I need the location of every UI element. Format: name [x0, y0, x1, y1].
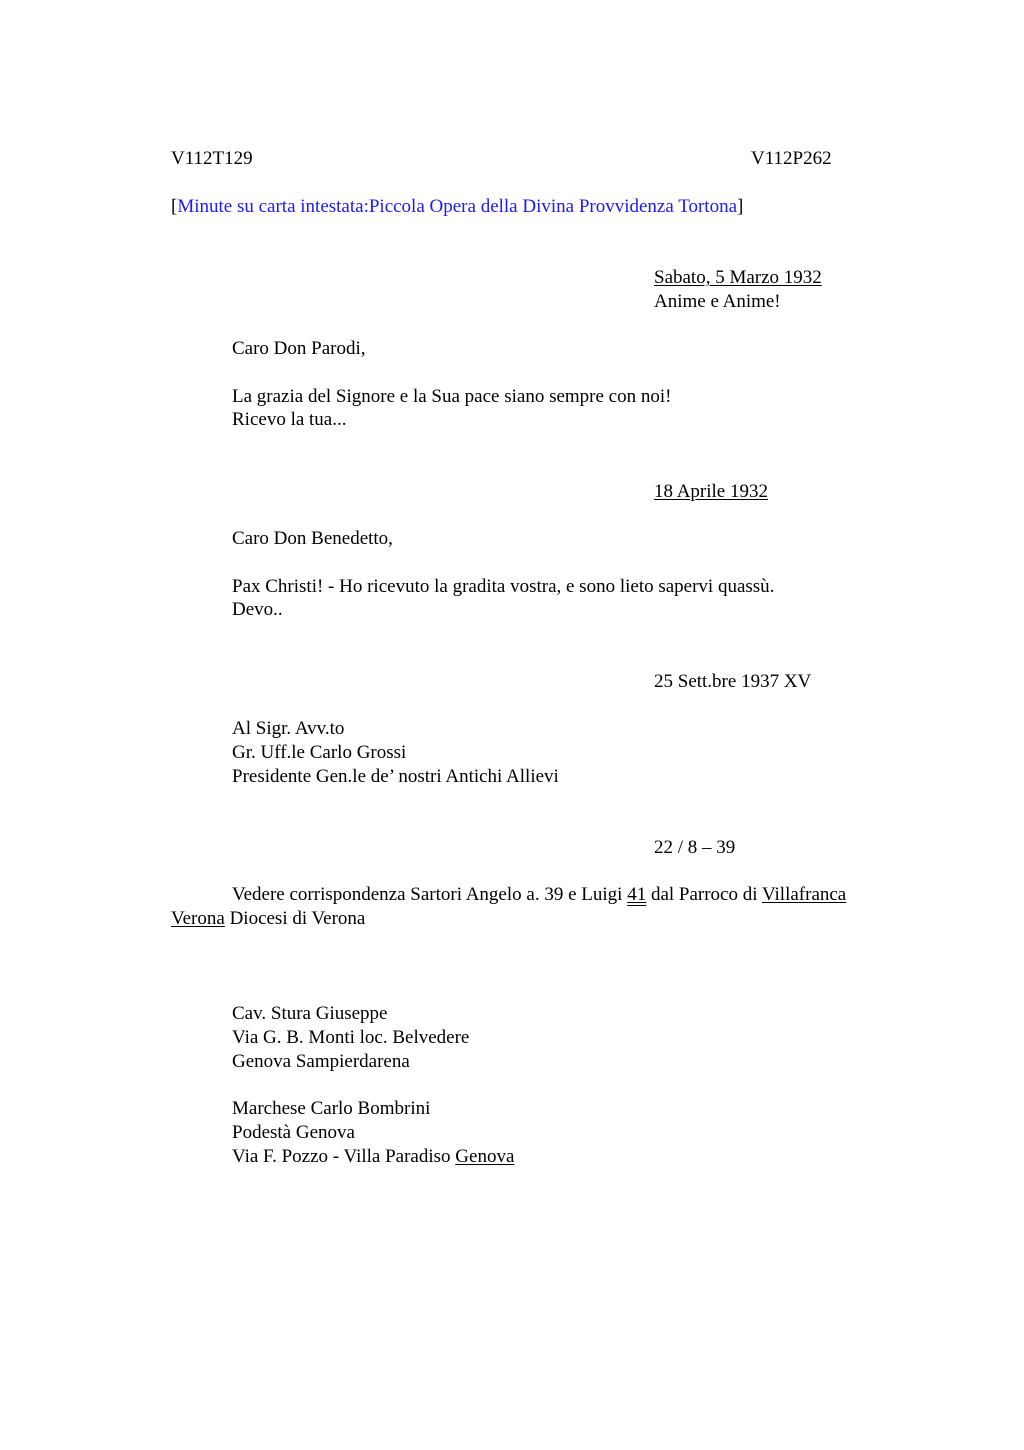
letter1-line1: La grazia del Signore e la Sua pace siano sempre con noi!	[232, 386, 672, 407]
address1-line2: Via G. B. Monti loc. Belvedere	[232, 1027, 470, 1048]
letter3-date: 25 Sett.bre 1937 XV	[654, 671, 812, 692]
address2-line3	[232, 1145, 514, 1169]
letter4-place-verona: Verona	[171, 908, 225, 929]
editorial-note	[171, 195, 743, 219]
address1-line1: Cav. Stura Giuseppe	[232, 1003, 388, 1024]
letter3-address-line3: Presidente Gen.le de’ nostri Antichi Allievi	[232, 766, 559, 787]
address2-line2: Podestà Genova	[232, 1122, 355, 1143]
letter3-address-line2: Gr. Uff.le Carlo Grossi	[232, 742, 407, 763]
letter4-text-c: dal Parroco di	[646, 884, 762, 905]
letter4-diocese: Diocesi di Verona	[224, 908, 366, 929]
letter4-date: 22 / 8 – 39	[654, 837, 736, 858]
address2-city: Genova	[455, 1146, 515, 1167]
address2-line1: Marchese Carlo Bombrini	[232, 1098, 431, 1119]
header-right-code: V112P262	[751, 148, 832, 169]
letter1-date: Sabato, 5 Marzo 1932	[654, 267, 822, 288]
address2-street: Via F. Pozzo - Villa Paradiso	[232, 1146, 456, 1167]
note-open-bracket: [	[171, 196, 178, 217]
letter2-line2: Devo..	[232, 599, 283, 620]
note-close-bracket: ]	[737, 196, 744, 217]
letter4-text-a: Vedere corrispondenza Sartori Angelo a. 39 e Luigi	[232, 884, 628, 905]
letter4-place-villafranca: Villafranca	[761, 884, 847, 905]
letter1-motto: Anime e Anime!	[654, 291, 781, 312]
letter2-date: 18 Aprile 1932	[654, 481, 768, 502]
letter4-paragraph-line2	[171, 907, 365, 931]
letter2-salutation: Caro Don Benedetto,	[232, 528, 393, 549]
address1-line3: Genova Sampierdarena	[232, 1051, 410, 1072]
letter1-salutation: Caro Don Parodi,	[232, 338, 366, 359]
letter4-paragraph-line1	[232, 883, 846, 907]
letter4-number-41: 41	[627, 884, 647, 905]
letter2-line1: Pax Christi! - Ho ricevuto la gradita vostra, e sono lieto sapervi quassù.	[232, 576, 775, 597]
header-left-code: V112T129	[171, 148, 253, 169]
letter3-address-line1: Al Sigr. Avv.to	[232, 718, 345, 739]
letter1-line2: Ricevo la tua...	[232, 409, 347, 430]
note-text: Minute su carta intestata:Piccola Opera della Divina Provvidenza Tortona	[177, 196, 738, 217]
